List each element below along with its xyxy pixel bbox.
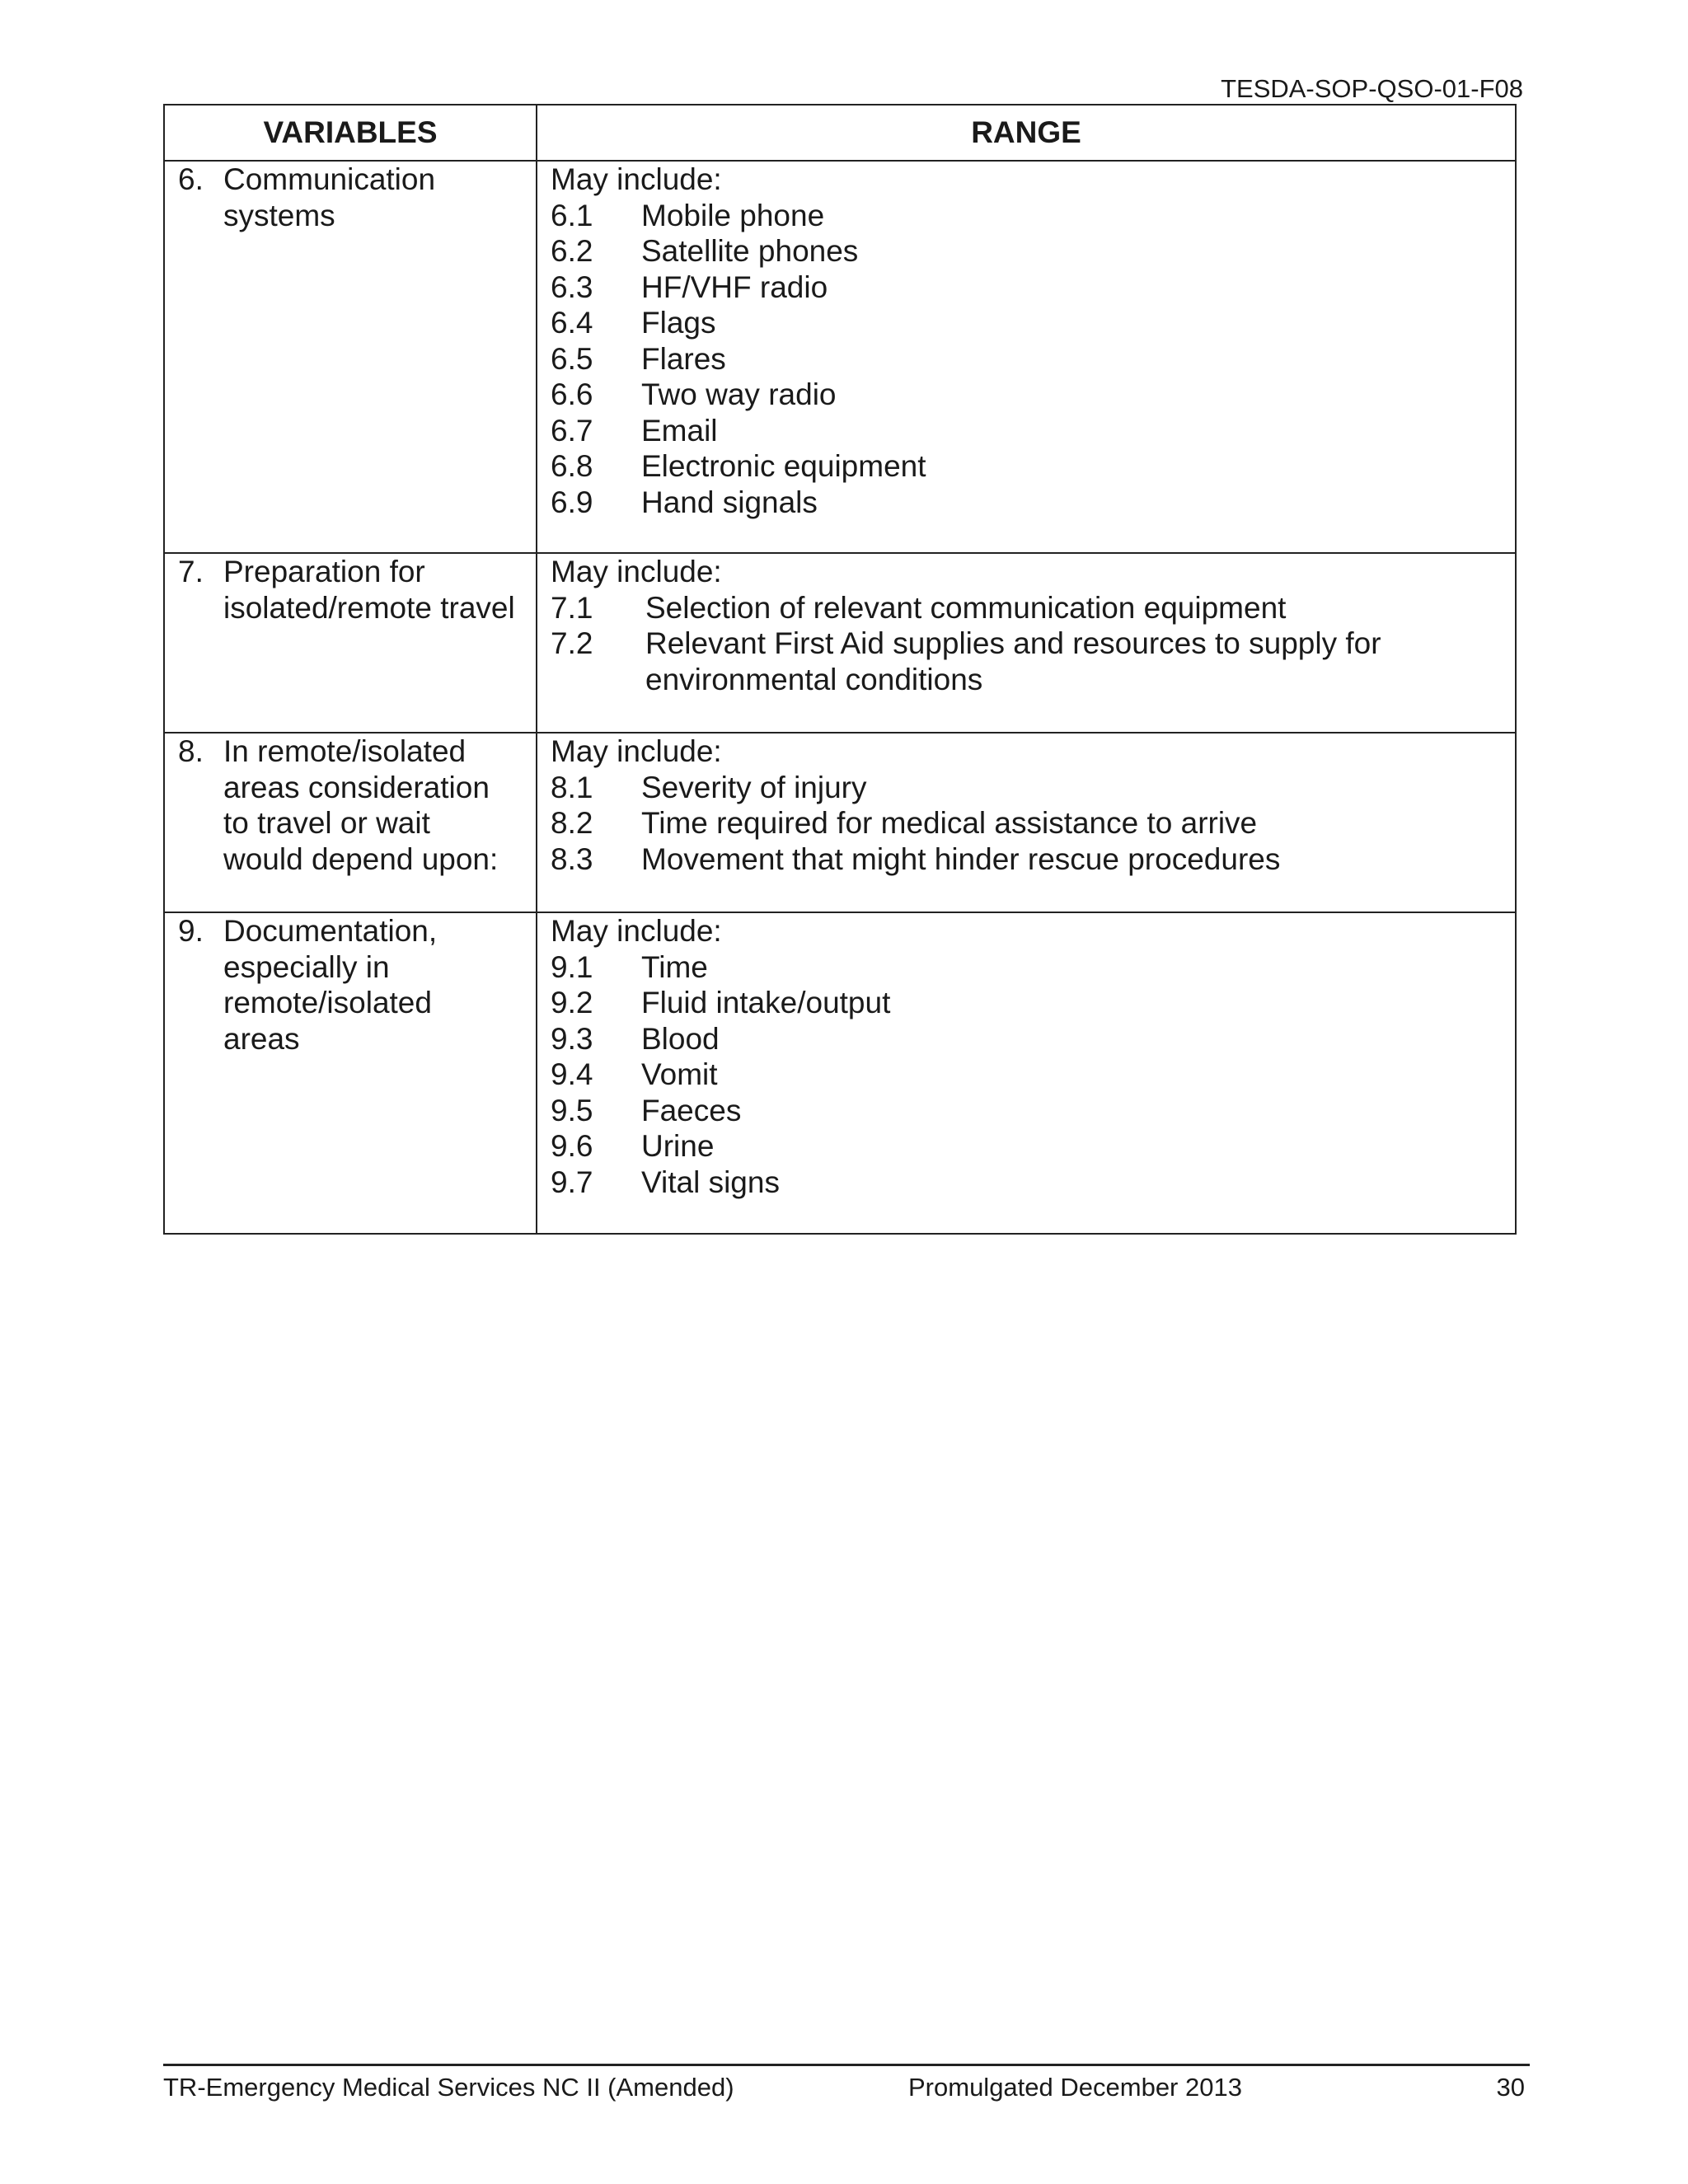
item-number: 8.1: [551, 770, 593, 804]
item-text: Flags: [641, 306, 716, 340]
item-number: 7.2: [551, 626, 593, 660]
list-item: [551, 233, 1502, 269]
footer-promulgated-date: Promulgated December 2013: [908, 2073, 1242, 2102]
list-item: [551, 305, 1502, 341]
page-number: 30: [1496, 2073, 1525, 2102]
variable-line: would depend upon:: [223, 841, 499, 876]
item-text: Time: [641, 949, 708, 984]
list-item: [551, 413, 1502, 449]
variable-line: isolated/remote travel: [223, 590, 515, 625]
variable-number: 8.: [178, 734, 204, 768]
table-row: [164, 553, 1516, 733]
list-item: [551, 269, 1502, 306]
variable-line: to travel or wait: [223, 806, 430, 840]
item-number: 6.5: [551, 341, 593, 376]
variable-line: Documentation,: [223, 914, 438, 948]
variable-line: Preparation for: [223, 555, 425, 588]
item-number: 7.1: [551, 590, 593, 625]
variables-header: VARIABLES: [164, 105, 537, 161]
list-item: [551, 198, 1502, 234]
list-item: [551, 985, 1502, 1021]
list-item: [551, 448, 1502, 485]
item-number: 9.7: [551, 1165, 593, 1199]
item-text: Hand signals: [641, 485, 818, 519]
item-text: Flares: [641, 341, 726, 376]
list-item: [551, 770, 1502, 806]
item-text: Vital signs: [641, 1165, 780, 1199]
item-number: 6.4: [551, 306, 593, 340]
list-item: [551, 377, 1502, 413]
variable-cell: [164, 161, 537, 553]
item-text: Mobile phone: [641, 198, 825, 232]
item-text: Faeces: [641, 1093, 742, 1127]
item-number: 9.1: [551, 949, 593, 984]
range-cell: [537, 912, 1516, 1234]
variable-line: Communication: [223, 162, 436, 196]
variable-number: 7.: [178, 555, 204, 588]
variable-line: areas consideration: [223, 770, 490, 804]
footer-document-title: TR-Emergency Medical Services NC II (Amended): [163, 2073, 734, 2102]
variable-number: 6.: [178, 162, 204, 196]
item-number: 9.4: [551, 1057, 593, 1091]
item-text: Severity of injury: [641, 770, 867, 804]
variable-line: systems: [223, 198, 335, 232]
item-number: 6.1: [551, 198, 593, 232]
range-intro: May include:: [551, 162, 722, 196]
item-number: 6.7: [551, 413, 593, 448]
list-item: [551, 1165, 1502, 1201]
range-cell: [537, 161, 1516, 553]
variable-cell: [164, 912, 537, 1234]
item-number: 8.3: [551, 841, 593, 876]
item-text: Relevant First Aid supplies and resources to supply for environmental conditions: [645, 626, 1381, 696]
item-number: 9.5: [551, 1093, 593, 1127]
item-number: 9.2: [551, 986, 593, 1019]
item-number: 6.8: [551, 449, 593, 483]
table-row: [164, 912, 1516, 1234]
variable-line: especially in: [223, 949, 390, 984]
list-item: [551, 841, 1502, 878]
item-text: Urine: [641, 1129, 715, 1163]
footer-divider: [163, 2064, 1530, 2066]
document-code: TESDA-SOP-QSO-01-F08: [1221, 74, 1523, 103]
range-intro: May include:: [551, 914, 722, 948]
item-number: 9.3: [551, 1021, 593, 1056]
range-of-variables-table: [163, 104, 1517, 1235]
item-text: Blood: [641, 1021, 720, 1056]
list-item: [551, 805, 1502, 841]
list-item: [551, 1021, 1502, 1057]
table-header-row: [164, 105, 1516, 161]
item-text: Time required for medical assistance to arrive: [641, 806, 1258, 840]
item-number: 8.2: [551, 806, 593, 840]
list-item: [551, 1057, 1502, 1093]
variable-cell: [164, 733, 537, 912]
item-text: Selection of relevant communication equipment: [645, 590, 1287, 625]
list-item: [551, 626, 1502, 697]
variable-number: 9.: [178, 914, 204, 948]
list-item: [551, 590, 1502, 626]
item-text: HF/VHF radio: [641, 269, 828, 304]
item-number: 6.2: [551, 234, 593, 268]
item-text: Fluid intake/output: [641, 986, 891, 1019]
list-item: [551, 1093, 1502, 1129]
item-text: Two way radio: [641, 377, 837, 411]
range-header: RANGE: [537, 105, 1516, 161]
item-text: Satellite phones: [641, 234, 859, 268]
item-number: 6.9: [551, 485, 593, 519]
list-item: [551, 485, 1502, 521]
variable-line: In remote/isolated: [223, 734, 467, 768]
item-text: Vomit: [641, 1057, 718, 1091]
item-number: 9.6: [551, 1129, 593, 1163]
range-cell: [537, 553, 1516, 733]
item-number: 6.3: [551, 269, 593, 304]
table-row: [164, 733, 1516, 912]
item-text: Electronic equipment: [641, 449, 926, 483]
range-intro: May include:: [551, 555, 722, 588]
item-text: Movement that might hinder rescue procedures: [641, 841, 1281, 876]
list-item: [551, 949, 1502, 986]
variable-line: remote/isolated: [223, 986, 432, 1019]
item-number: 6.6: [551, 377, 593, 411]
list-item: [551, 1128, 1502, 1165]
variable-cell: [164, 553, 537, 733]
table-row: [164, 161, 1516, 553]
list-item: [551, 341, 1502, 377]
variable-line: areas: [223, 1021, 300, 1056]
range-intro: May include:: [551, 734, 722, 768]
item-text: Email: [641, 413, 718, 448]
range-cell: [537, 733, 1516, 912]
table-body: [164, 161, 1516, 1234]
